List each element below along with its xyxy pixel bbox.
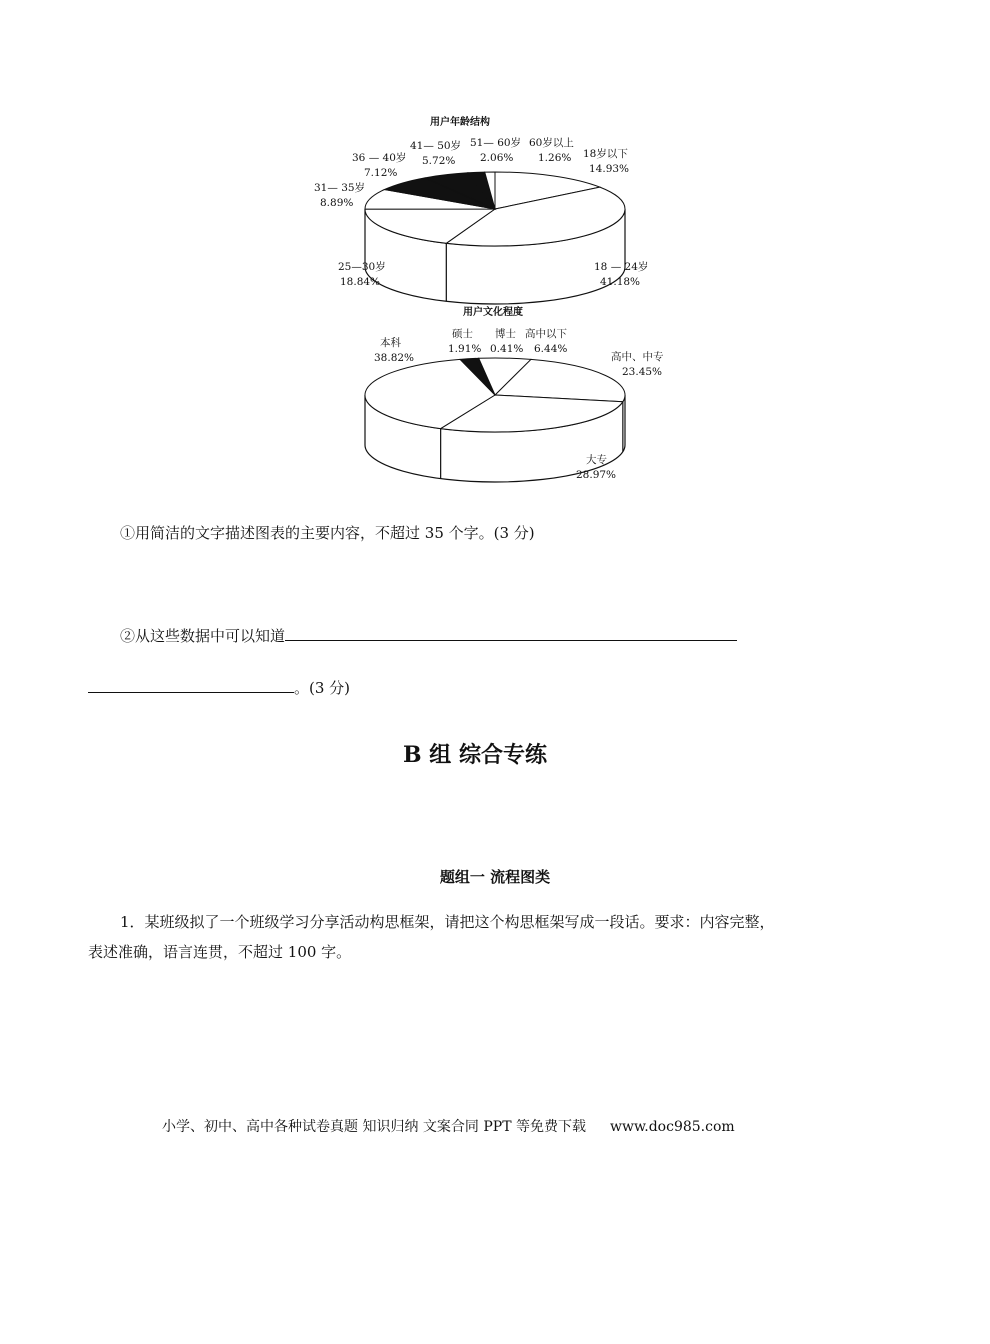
label-val-3: 8.89% <box>320 197 354 209</box>
footer <box>162 1116 735 1136</box>
label-val-1: 41.18% <box>600 276 641 288</box>
section-subtitle: 题组一 流程图类 <box>439 868 551 886</box>
label-cat-4: 博士 <box>495 328 516 340</box>
question-2-score: 。(3 分) <box>294 679 351 697</box>
label-cat-2: 25—30岁 <box>338 261 386 273</box>
label-val-4: 0.41% <box>490 343 524 355</box>
question-1: ①用简洁的文字描述图表的主要内容，不超过 35 个字。(3 分) <box>120 524 535 542</box>
age-pie-chart <box>300 105 649 295</box>
label-val-2: 38.82% <box>374 352 415 364</box>
task-line-1: 1．某班级拟了一个班级学习分享活动构思框架，请把这个构思框架写成一段话。要求：内容完整， <box>120 913 775 931</box>
education-pie-chart <box>300 300 664 490</box>
label-val-0: 23.45% <box>622 366 663 378</box>
label-cat-0: 高中、中专 <box>611 351 664 363</box>
label-val-5: 6.44% <box>534 343 568 355</box>
label-val-7: 1.26% <box>538 152 572 164</box>
footer-text: 小学、初中、高中各种试卷真题 知识归纳 文案合同 PPT 等免费下载 <box>162 1119 586 1135</box>
answer-blank-line-2[interactable] <box>88 676 294 693</box>
task-line-2: 表述准确，语言连贯，不超过 100 字。 <box>88 943 352 961</box>
question-2-text: ②从这些数据中可以知道 <box>120 627 286 645</box>
section-title: B 组 综合专练 <box>403 742 547 768</box>
label-cat-0: 18岁以下 <box>583 148 628 160</box>
label-val-3: 1.91% <box>448 343 482 355</box>
question-2 <box>120 621 737 651</box>
label-val-0: 14.93% <box>589 163 630 175</box>
label-cat-4: 36 — 40岁 <box>352 152 407 164</box>
question-2-continued <box>88 673 350 703</box>
label-val-2: 18.84% <box>340 276 381 288</box>
label-cat-5: 高中以下 <box>525 328 567 340</box>
answer-blank-line-1[interactable] <box>285 624 737 641</box>
label-cat-3: 31— 35岁 <box>314 182 366 194</box>
label-cat-5: 41— 50岁 <box>410 140 462 152</box>
label-cat-7: 60岁以上 <box>529 137 574 149</box>
label-val-1: 28.97% <box>576 469 617 481</box>
label-val-5: 5.72% <box>422 155 456 167</box>
footer-website: www.doc985.com <box>609 1119 735 1135</box>
label-cat-3: 硕士 <box>452 328 473 340</box>
chart-title: 用户年龄结构 <box>430 117 490 128</box>
label-val-4: 7.12% <box>364 167 398 179</box>
label-val-6: 2.06% <box>480 152 514 164</box>
label-cat-2: 本科 <box>380 337 401 349</box>
chart-title: 用户文化程度 <box>463 307 523 318</box>
label-cat-1: 大专 <box>586 454 607 466</box>
label-cat-6: 51— 60岁 <box>470 137 522 149</box>
label-cat-1: 18 — 24岁 <box>594 261 649 273</box>
